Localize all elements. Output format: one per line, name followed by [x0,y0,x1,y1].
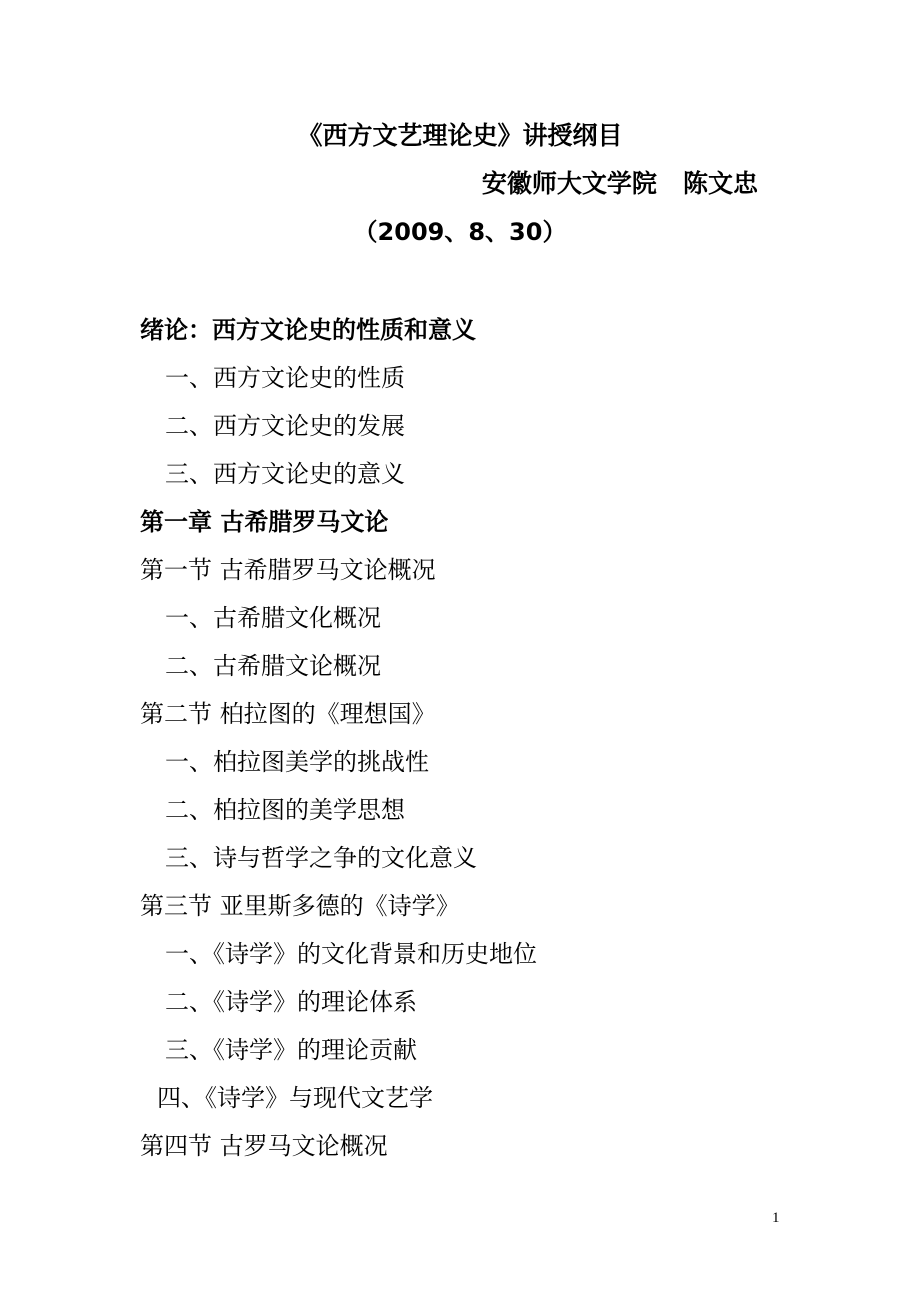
outline-line: 第二节 柏拉图的《理想国》 [140,700,436,728]
outline-line: 二、古希腊文论概况 [165,652,381,680]
document-date: （2009、8、30） [353,218,567,246]
outline-line: 一、古希腊文化概况 [165,604,381,632]
outline-line: 二、柏拉图的美学思想 [165,796,405,824]
outline-line: 一、西方文论史的性质 [165,364,405,392]
outline-line: 二、《诗学》的理论体系 [165,988,417,1016]
outline-line: 一、《诗学》的文化背景和历史地位 [165,940,537,968]
document-author: 安徽师大文学院 陈文忠 [481,169,758,198]
outline-line: 第一节 古希腊罗马文论概况 [140,556,436,584]
outline-line: 第四节 古罗马文论概况 [140,1132,388,1160]
outline-line: 第一章 古希腊罗马文论 [140,508,389,536]
outline-line: 第三节 亚里斯多德的《诗学》 [140,892,460,920]
outline [0,310,920,1174]
outline-line: 一、柏拉图美学的挑战性 [165,748,429,776]
page-number: 1 [772,1210,780,1226]
outline-line: 二、西方文论史的发展 [165,412,405,440]
outline-line: 绪论：西方文论史的性质和意义 [140,316,476,344]
outline-line: 三、诗与哲学之争的文化意义 [165,844,477,872]
document-title: 《西方文艺理论史》讲授纲目 [297,121,623,150]
outline-line: 三、《诗学》的理论贡献 [165,1036,417,1064]
outline-line: 四、《诗学》与现代文艺学 [157,1084,433,1112]
outline-line: 三、西方文论史的意义 [165,460,405,488]
